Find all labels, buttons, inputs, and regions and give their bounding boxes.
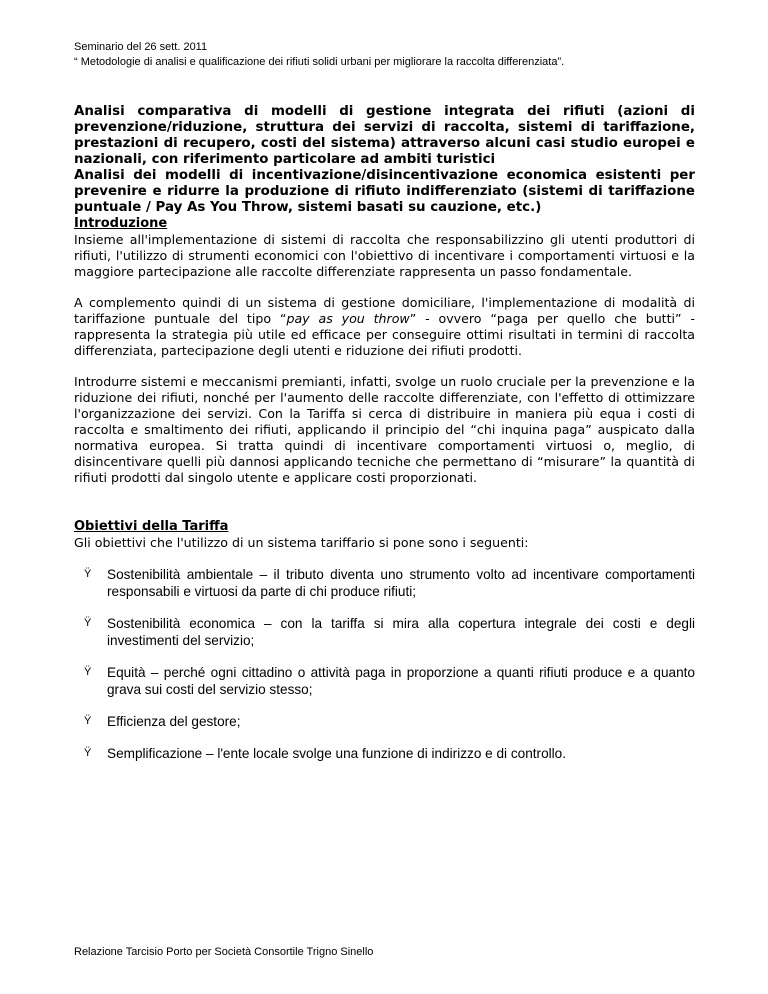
list-item <box>74 664 695 698</box>
bullet-marker: Ÿ <box>84 666 92 678</box>
list-item <box>74 615 695 649</box>
bullet-marker: Ÿ <box>84 747 92 759</box>
document-title-2: Analisi dei modelli di incentivazione/disincentivazione economica esistenti per prevenire e ridurre la produzione di rifiuto indifferenziato (sistemi di tariffazione puntuale / Pay As You Throw, sistemi basati su cauzione, etc.) <box>74 168 695 215</box>
page-header <box>74 40 714 70</box>
bullet-marker: Ÿ <box>84 568 92 580</box>
pay-as-you-throw-term: pay as you throw <box>286 311 410 326</box>
intro-paragraph-2 <box>74 295 695 359</box>
page-footer: Relazione Tarcisio Porto per Società Consortile Trigno Sinello <box>74 946 374 958</box>
list-item <box>74 566 695 600</box>
objectives-list <box>74 566 695 762</box>
list-item-text: Equità – perché ogni cittadino o attività paga in proporzione a quanti rifiuti produce e a quanto grava sui costi del servizio stesso; <box>107 665 695 697</box>
header-line-1: Seminario del 26 sett. 2011 <box>74 41 208 53</box>
list-item-text: Efficienza del gestore; <box>107 714 241 729</box>
intro-paragraph-2-start: A complemento quindi di un sistema di gestione domiciliare, l'implementazione di modalità di tariffazione puntuale del tipo “ <box>74 295 695 326</box>
section-heading-obiettivi: Obiettivi della Tariffa <box>74 519 229 534</box>
intro-paragraph-1: Insieme all'implementazione di sistemi di raccolta che responsabilizzino gli utenti produttori di rifiuti, l'utilizzo di strumenti economici con l'obiettivo di incentivare i comportamenti virtuosi e la maggiore partecipazione alle raccolte differenziate rappresenta un passo fondamentale. <box>74 232 695 279</box>
bullet-marker: Ÿ <box>84 617 92 629</box>
section-heading-introduzione: Introduzione <box>74 216 168 231</box>
list-item <box>74 745 695 762</box>
bullet-marker: Ÿ <box>84 715 92 727</box>
list-item-text: Sostenibilità economica – con la tariffa si mira alla copertura integrale dei costi e degli investimenti del servizio; <box>107 616 695 648</box>
document-title-1: Analisi comparativa di modelli di gestione integrata dei rifiuti (azioni di prevenzione/riduzione, struttura dei servizi di raccolta, sistemi di tariffazione, prestazioni di recupero, costi del sistema) attraverso alcuni casi studio europei e nazionali, con riferimento particolare ad ambiti turistici <box>74 104 695 167</box>
intro-paragraph-2-end: ” - ovvero “paga per quello che butti” - rappresenta la strategia più utile ed efficace per conseguire ottimi risultati in termini di raccolta differenziata, partecipazione degli utenti e riduzione dei rifiuti prodotti. <box>74 311 695 358</box>
list-item <box>74 713 695 730</box>
objectives-lead: Gli obiettivi che l'utilizzo di un sistema tariffario si pone sono i seguenti: <box>74 535 529 550</box>
header-line-2: “ Metodologie di analisi e qualificazione dei rifiuti solidi urbani per migliorare la raccolta differenziata”. <box>74 56 565 68</box>
intro-paragraph-3: Introdurre sistemi e meccanismi premianti, infatti, svolge un ruolo cruciale per la prevenzione e la riduzione dei rifiuti, nonché per l'aumento delle raccolte differenziate, con l'effetto di ottimizzare l'organizzazione dei servizi. Con la Tariffa si cerca di distribuire in maniera più equa i costi di raccolta e smaltimento dei rifiuti, applicando il principio del “chi inquina paga” auspicato dalla normativa europea. Si tratta quindi di incentivare comportamenti virtuosi o, meglio, di disincentivare quelli più dannosi applicando tecniche che permettano di “misurare” la quantità di rifiuti prodotti dal singolo utente e applicare costi proporzionati. <box>74 374 695 485</box>
list-item-text: Semplificazione – l'ente locale svolge una funzione di indirizzo e di controllo. <box>107 746 567 761</box>
document-body <box>74 104 695 777</box>
list-item-text: Sostenibilità ambientale – il tributo diventa uno strumento volto ad incentivare comportamenti responsabili e virtuosi da parte di chi produce rifiuti; <box>107 567 695 599</box>
